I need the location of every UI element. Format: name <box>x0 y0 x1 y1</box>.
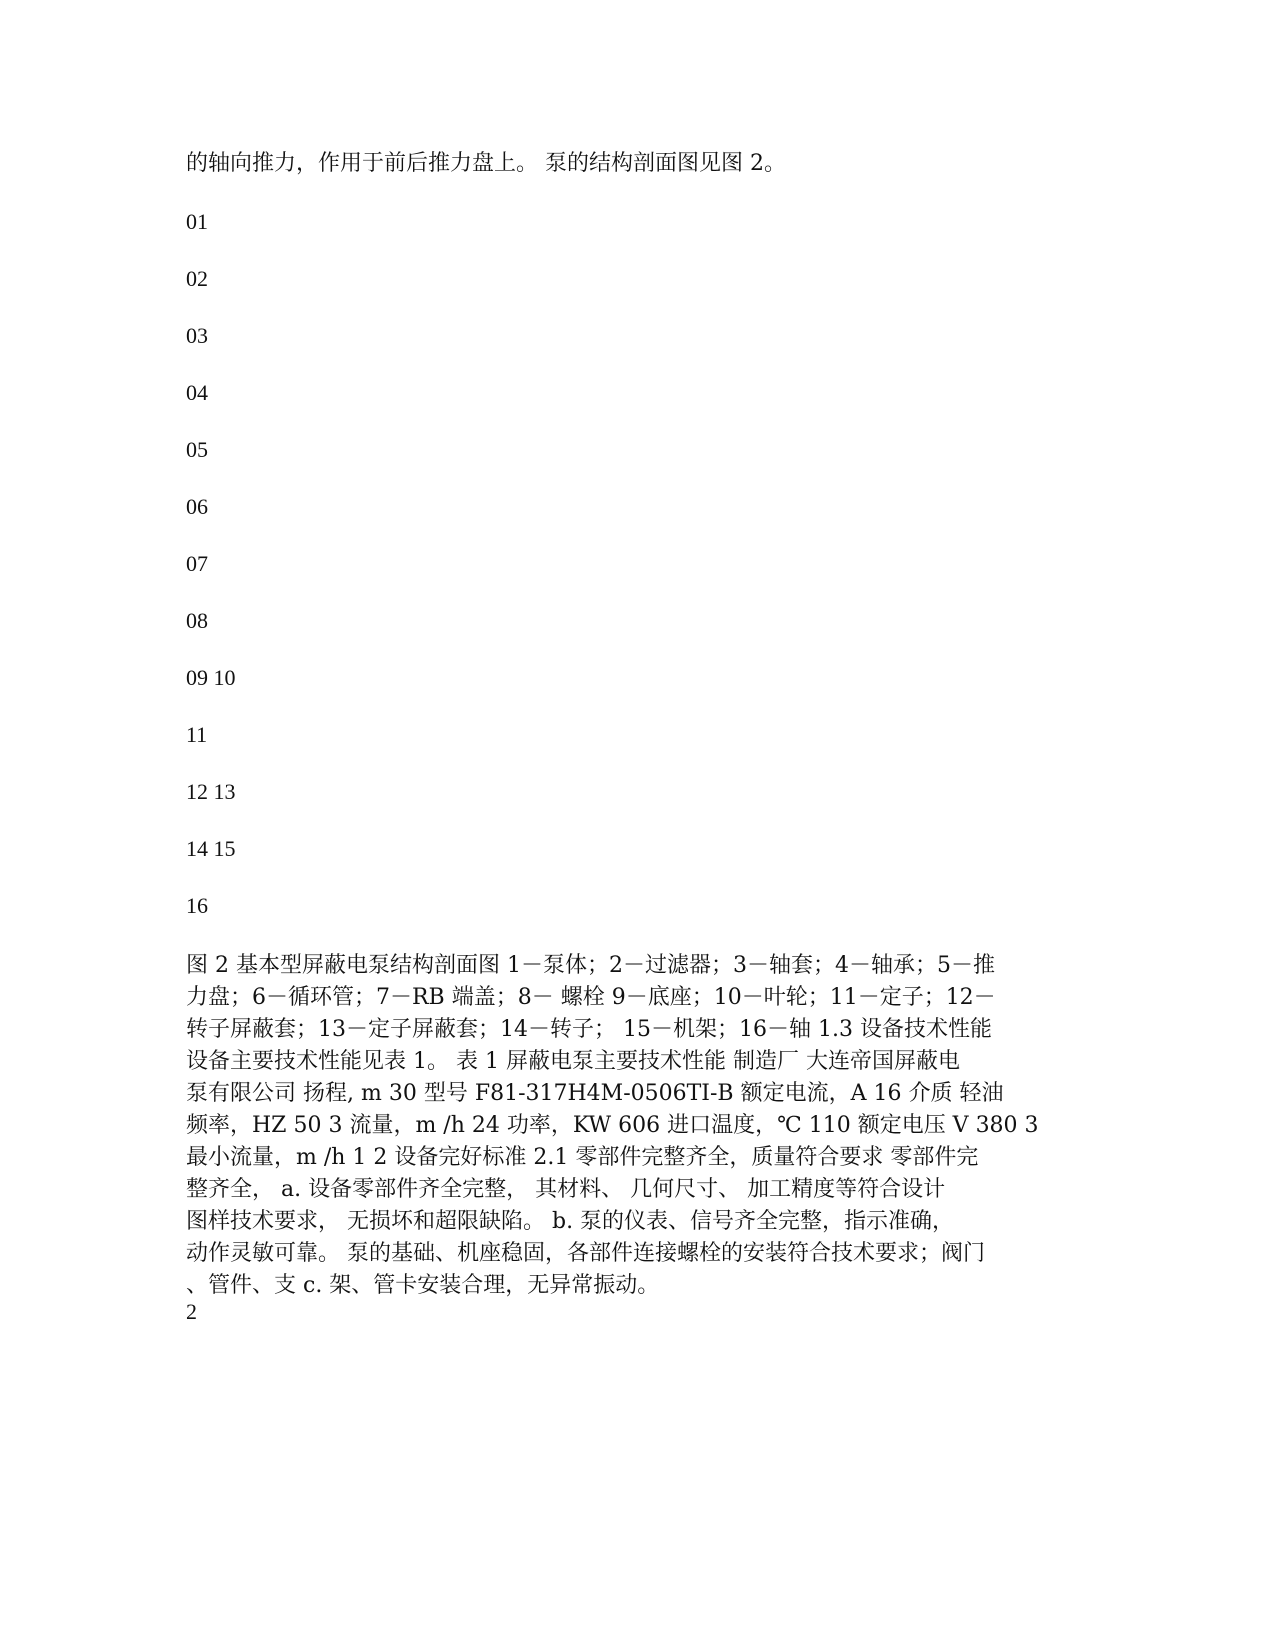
body-line: 泵有限公司 扬程, m 30 型号 F81-317H4M-0506TI-B 额定电流，A 16 介质 轻油 <box>186 1081 1004 1106</box>
body-line: 动作灵敏可靠。 泵的基础、机座稳固，各部件连接螺栓的安装符合技术要求；阀门 <box>186 1241 985 1266</box>
figure-label: 01 <box>186 209 208 234</box>
figure-label: 08 <box>186 608 208 633</box>
figure-label: 06 <box>186 494 208 519</box>
intro-line: 的轴向推力，作用于前后推力盘上。 泵的结构剖面图见图 2。 <box>186 151 786 176</box>
figure-label: 09 10 <box>186 665 236 690</box>
page-number: 2 <box>186 1299 197 1324</box>
body-line: 最小流量，m /h 1 2 设备完好标准 2.1 零部件完整齐全，质量符合要求 零部件完 <box>186 1145 979 1170</box>
body-line: 频率，HZ 50 3 流量，m /h 24 功率，KW 606 进口温度，℃ 110 额定电压 V 380 3 <box>186 1113 1039 1138</box>
figure-label: 11 <box>186 722 208 747</box>
figure-label-list <box>186 208 236 949</box>
body-line: 图样技术要求， 无损坏和超限缺陷。 b. 泵的仪表、信号齐全完整，指示准确， <box>186 1209 955 1234</box>
body-line: 图 2 基本型屏蔽电泵结构剖面图 1－泵体；2－过滤器；3－轴套；4－轴承；5－推 <box>186 953 995 978</box>
figure-label: 16 <box>186 893 208 918</box>
figure-label: 07 <box>186 551 208 576</box>
figure-label: 04 <box>186 380 208 405</box>
figure-label: 03 <box>186 323 208 348</box>
figure-label: 14 15 <box>186 836 236 861</box>
body-paragraph <box>186 950 1086 1302</box>
body-line: 力盘；6－循环管；7－RB 端盖；8－ 螺栓 9－底座；10－叶轮；11－定子；12－ <box>186 985 996 1010</box>
figure-label: 05 <box>186 437 208 462</box>
figure-label: 02 <box>186 266 208 291</box>
body-line: 转子屏蔽套；13－定子屏蔽套；14－转子； 15－机架；16－轴 1.3 设备技术性能 <box>186 1017 992 1042</box>
body-line: 整齐全， a. 设备零部件齐全完整， 其材料、 几何尺寸、 加工精度等符合设计 <box>186 1177 946 1202</box>
body-line: 、管件、支 c. 架、管卡安装合理，无异常振动。 <box>186 1273 660 1298</box>
body-line: 设备主要技术性能见表 1。 表 1 屏蔽电泵主要技术性能 制造厂 大连帝国屏蔽电 <box>186 1049 960 1074</box>
figure-label: 12 13 <box>186 779 236 804</box>
